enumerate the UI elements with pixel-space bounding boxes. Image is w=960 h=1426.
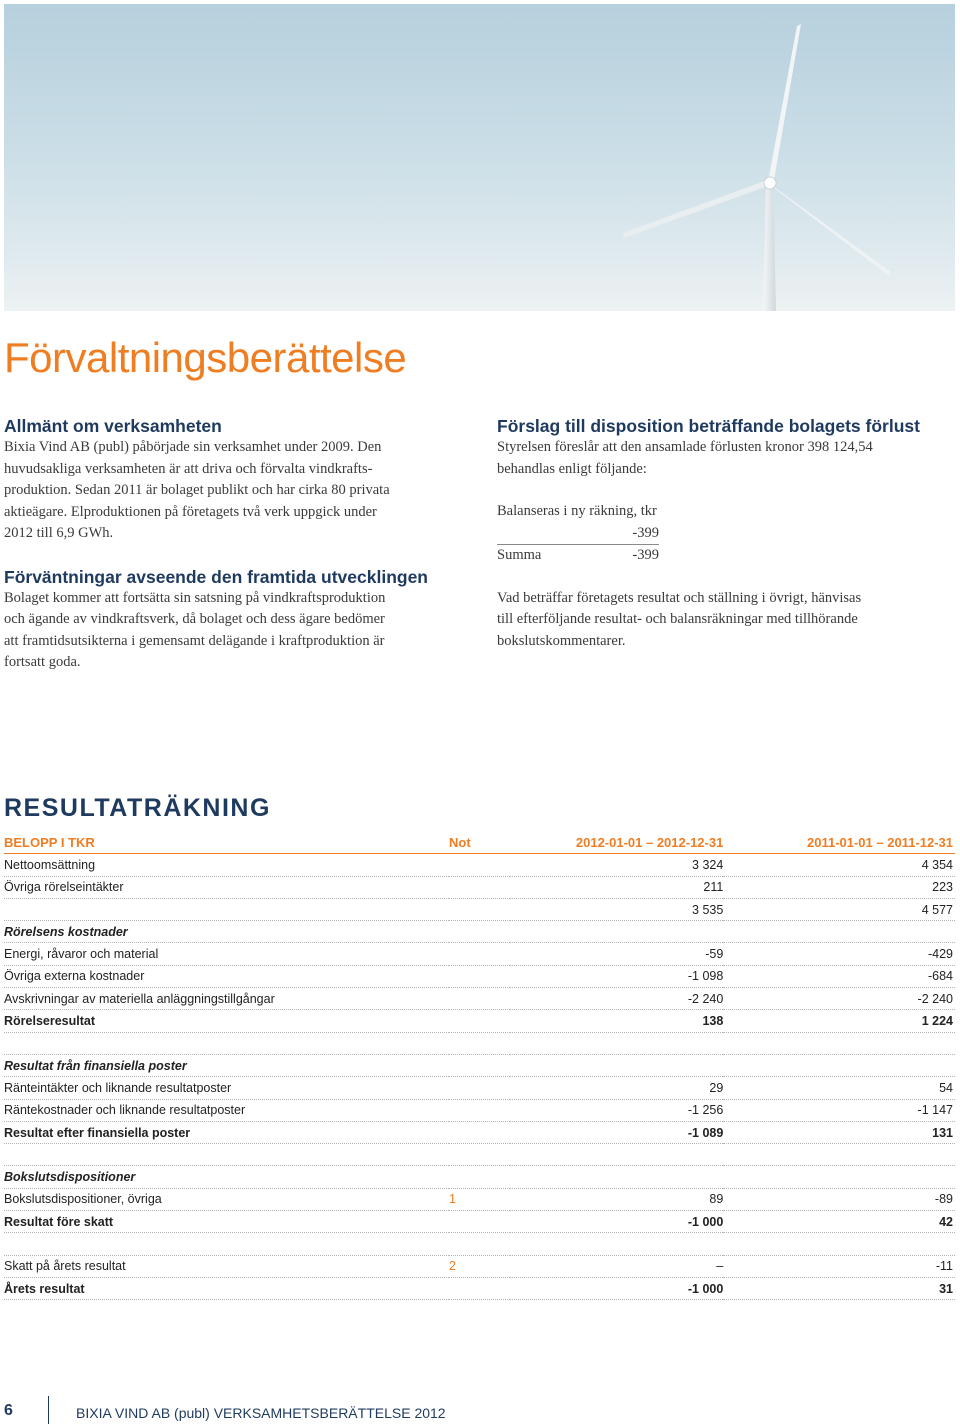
body-line: och ägande av vindkraftsverk, då bolaget och dess ägare bedömer (4, 611, 385, 627)
row-label (4, 1233, 449, 1255)
footer-divider (48, 1396, 49, 1424)
row-value-2012: -59 (510, 943, 723, 965)
row-value-2012: – (510, 1255, 723, 1277)
row-note (449, 1010, 510, 1032)
row-value-2011 (723, 1166, 955, 1188)
section-heading-allmant: Allmänt om verksamheten (4, 416, 222, 436)
body-line: 2012 till 6,9 GWh. (4, 525, 114, 541)
row-label (4, 1144, 449, 1166)
row-label: Ränteintäkter och liknande resultatposter (4, 1077, 449, 1099)
summa-label: Summa (497, 547, 542, 563)
row-note (449, 1032, 510, 1054)
row-value-2012: -1 098 (510, 965, 723, 987)
body-line: bokslutskommentarer. (497, 632, 626, 649)
table-row (4, 876, 955, 898)
table-row (4, 898, 955, 920)
row-value-2012 (510, 1032, 723, 1054)
body-line: Bixia Vind AB (publ) påbörjade sin verksamhet under 2009. Den (4, 439, 382, 455)
summa-value: -399 (632, 547, 659, 563)
row-value-2011 (723, 1233, 955, 1255)
row-value-2012: 138 (510, 1010, 723, 1032)
wind-turbine-illustration (4, 4, 955, 311)
section-heading-forslag: Förslag till disposition beträffande bolagets förlust (497, 416, 920, 436)
income-statement-table (4, 832, 955, 1300)
table-row (4, 1144, 955, 1166)
row-note (449, 1121, 510, 1143)
row-value-2011: 1 224 (723, 1010, 955, 1032)
row-value-2011: 4 577 (723, 898, 955, 920)
table-row (4, 1099, 955, 1121)
row-value-2011: 223 (723, 876, 955, 898)
body-line: Bolaget kommer att fortsätta sin satsning på vindkraftsproduktion (4, 589, 386, 606)
row-value-2011 (723, 1032, 955, 1054)
row-value-2012 (510, 1166, 723, 1188)
row-value-2012: -1 000 (510, 1211, 723, 1233)
row-note: 1 (449, 1188, 510, 1210)
row-note (449, 1054, 510, 1076)
row-value-2011: 54 (723, 1077, 955, 1099)
turbine-blade-left (623, 180, 768, 238)
balance-value: -399 (632, 524, 659, 541)
row-label: Nettoomsättning (4, 854, 449, 876)
row-note (449, 1233, 510, 1255)
turbine-blade-right (770, 184, 891, 276)
table-header-row (4, 832, 955, 854)
row-note (449, 876, 510, 898)
row-value-2011: 31 (723, 1277, 955, 1299)
page-footer (4, 1396, 604, 1426)
row-value-2012: 89 (510, 1188, 723, 1210)
row-label: Rörelseresultat (4, 1010, 449, 1032)
table-row (4, 965, 955, 987)
row-note: 2 (449, 1255, 510, 1277)
row-value-2012: -2 240 (510, 988, 723, 1010)
summa-row (497, 544, 659, 567)
header-not: Not (449, 832, 510, 854)
row-label: Resultat efter finansiella poster (4, 1121, 449, 1143)
row-label (4, 898, 449, 920)
left-column (4, 415, 464, 674)
row-label: Rörelsens kostnader (4, 921, 449, 943)
table-row (4, 1010, 955, 1032)
income-statement-title: RESULTATRÄKNING (4, 794, 271, 822)
table-row (4, 1054, 955, 1076)
row-value-2012 (510, 1054, 723, 1076)
row-value-2011: -429 (723, 943, 955, 965)
row-value-2012: 29 (510, 1077, 723, 1099)
body-line: fortsatt goda. (4, 654, 81, 670)
row-value-2012 (510, 1233, 723, 1255)
header-period-2011: 2011-01-01 – 2011-12-31 (723, 832, 955, 854)
row-value-2011: 42 (723, 1211, 955, 1233)
balance-label: Balanseras i ny räkning, tkr (497, 503, 657, 519)
row-label: Energi, råvaror och material (4, 943, 449, 965)
row-value-2012: 211 (510, 876, 723, 898)
row-value-2011: 131 (723, 1121, 955, 1143)
row-label: Avskrivningar av materiella anläggningstillgångar (4, 988, 449, 1010)
row-value-2012: 3 324 (510, 854, 723, 876)
body-line: Vad beträffar företagets resultat och ställning i övrigt, hänvisas (497, 589, 862, 606)
body-line: aktieägare. Elproduktionen på företagets två verk uppgick under (4, 503, 377, 520)
row-value-2011: -684 (723, 965, 955, 987)
row-note (449, 1099, 510, 1121)
header-period-2012: 2012-01-01 – 2012-12-31 (510, 832, 723, 854)
row-label: Resultat från finansiella poster (4, 1054, 449, 1076)
table-row (4, 1233, 955, 1255)
row-note (449, 898, 510, 920)
row-note (449, 921, 510, 943)
row-label: Resultat före skatt (4, 1211, 449, 1233)
wind-turbine-photo (4, 4, 955, 311)
page-number: 6 (4, 1402, 13, 1419)
page-title: Förvaltningsberättelse (4, 334, 407, 381)
row-note (449, 988, 510, 1010)
row-value-2012: -1 000 (510, 1277, 723, 1299)
turbine-tower (763, 184, 776, 311)
row-label (4, 1032, 449, 1054)
table-row (4, 943, 955, 965)
row-label: Räntekostnader och liknande resultatposter (4, 1099, 449, 1121)
table-row (4, 1255, 955, 1277)
body-line: till efterföljande resultat- och balansräkningar med tillhörande (497, 611, 858, 627)
row-value-2011: -1 147 (723, 1099, 955, 1121)
footer-text: BIXIA VIND AB (publ) VERKSAMHETSBERÄTTELSE 2012 (76, 1405, 446, 1421)
row-label: Årets resultat (4, 1277, 449, 1299)
body-line: Styrelsen föreslår att den ansamlade förlusten kronor 398 124,54 (497, 439, 873, 455)
table-row (4, 1211, 955, 1233)
table-row (4, 988, 955, 1010)
row-note (449, 965, 510, 987)
row-value-2012: 3 535 (510, 898, 723, 920)
right-column (497, 415, 947, 652)
row-note (449, 1077, 510, 1099)
table-row (4, 921, 955, 943)
table-row (4, 1277, 955, 1299)
table-row (4, 854, 955, 876)
row-label: Övriga rörelseintäkter (4, 876, 449, 898)
body-line: behandlas enligt följande: (497, 460, 647, 477)
section-heading-forvantningar: Förväntningar avseende den framtida utvecklingen (4, 566, 428, 587)
turbine-blade-up (768, 24, 801, 182)
turbine-hub (764, 177, 776, 189)
row-value-2011: 4 354 (723, 854, 955, 876)
table-row (4, 1121, 955, 1143)
body-line: huvudsakliga verksamheten är att driva och förvalta vindkrafts- (4, 460, 373, 477)
row-value-2011: -89 (723, 1188, 955, 1210)
header-label: BELOPP I TKR (4, 832, 449, 854)
row-value-2011 (723, 921, 955, 943)
row-value-2011 (723, 1144, 955, 1166)
row-note (449, 1144, 510, 1166)
row-value-2012: -1 256 (510, 1099, 723, 1121)
row-note (449, 1277, 510, 1299)
row-value-2011: -11 (723, 1255, 955, 1277)
row-value-2011: -2 240 (723, 988, 955, 1010)
balance-row (497, 523, 659, 545)
table-row (4, 1077, 955, 1099)
row-label: Skatt på årets resultat (4, 1255, 449, 1277)
row-label: Bokslutsdispositioner (4, 1166, 449, 1188)
row-label: Bokslutsdispositioner, övriga (4, 1188, 449, 1210)
row-value-2012: -1 089 (510, 1121, 723, 1143)
table-row (4, 1032, 955, 1054)
row-value-2012 (510, 1144, 723, 1166)
body-line: produktion. Sedan 2011 är bolaget publikt och har cirka 80 privata (4, 482, 390, 498)
table-row (4, 1166, 955, 1188)
table-row (4, 1188, 955, 1210)
row-note (449, 1211, 510, 1233)
row-note (449, 943, 510, 965)
row-value-2012 (510, 921, 723, 943)
row-value-2011 (723, 1054, 955, 1076)
body-line: att framtidsutsikterna i gemensamt delägande i kraftproduktion är (4, 632, 385, 649)
row-label: Övriga externa kostnader (4, 965, 449, 987)
row-note (449, 854, 510, 876)
row-note (449, 1166, 510, 1188)
